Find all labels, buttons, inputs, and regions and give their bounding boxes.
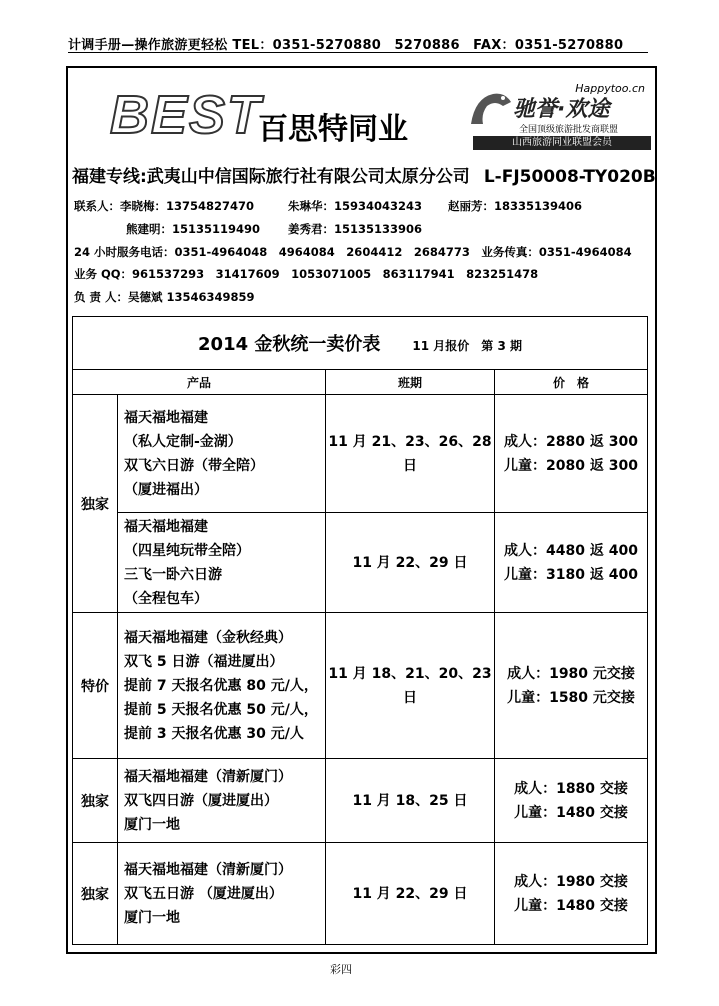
top-contact-line: 计调手册—操作旅游更轻松 TEL：0351-5270880 5270886 FAX：0351-5270880 xyxy=(68,34,648,53)
row-tag: 独家 xyxy=(73,759,118,843)
table-title: 2014 金秋统一卖价表 xyxy=(198,334,381,355)
contact-li: 联系人：李晓梅：13754827470 xyxy=(74,199,255,213)
license-code: L-FJ50008-TY020B xyxy=(483,167,656,187)
table-row xyxy=(73,395,648,513)
contact-xiong: 熊建明：15135119490 xyxy=(126,222,261,236)
header-dates: 班期 xyxy=(326,370,495,395)
row-tag: 独家 xyxy=(73,395,118,613)
row-tag: 特价 xyxy=(73,613,118,759)
table-row xyxy=(73,513,648,613)
row-dates: 11 月 18、21、20、23 日 xyxy=(326,613,495,759)
company-name: 福建专线:武夷山中信国际旅行社有限公司太原分公司 xyxy=(72,167,470,187)
row-product: 福天福地福建 （四星纯玩带全陪） 三飞一卧六日游 （全程包车） xyxy=(118,513,326,613)
contact-jiang: 姜秀君：15135133906 xyxy=(288,222,423,236)
table-period: 11 月报价 第 3 期 xyxy=(412,339,522,353)
row-product: 福天福地福建（清新厦门） 双飞五日游 （厦进厦出） 厦门一地 xyxy=(118,843,326,945)
row-dates: 11 月 18、25 日 xyxy=(326,759,495,843)
table-row xyxy=(73,613,648,759)
row-product: 福天福地福建 （私人定制-金湖） 双飞六日游（带全陪） （厦进福出） xyxy=(118,395,326,513)
alliance-logo-en: Happytoo.cn xyxy=(575,82,645,95)
page-footer: 彩四 xyxy=(330,963,352,976)
contact-line-3: 24 小时服务电话：0351-4964048 4964084 2604412 2684773 业务传真：0351-4964084 xyxy=(74,245,632,259)
alliance-logo xyxy=(465,82,653,152)
company-headline xyxy=(72,162,656,187)
row-dates: 11 月 21、23、26、28 日 xyxy=(326,395,495,513)
contact-line-4: 业务 QQ：961537293 31417609 1053071005 863117941 823251478 xyxy=(74,267,539,281)
table-row xyxy=(73,843,648,945)
alliance-logo-title: 驰誉·欢途 xyxy=(513,97,610,122)
row-price: 成人：1980 交接 儿童：1480 交接 xyxy=(495,843,648,945)
contact-zhao: 赵丽芳：18335139406 xyxy=(448,199,583,213)
contact-line-5: 负 责 人：吴德斌 13546349859 xyxy=(74,290,255,304)
contact-line-1 xyxy=(74,198,582,214)
contact-zhu: 朱琳华：15934043243 xyxy=(288,199,423,213)
row-dates: 11 月 22、29 日 xyxy=(326,843,495,945)
row-tag: 独家 xyxy=(73,843,118,945)
row-product: 福天福地福建（清新厦门） 双飞四日游（厦进厦出） 厦门一地 xyxy=(118,759,326,843)
row-dates: 11 月 22、29 日 xyxy=(326,513,495,613)
row-product: 福天福地福建（金秋经典） 双飞 5 日游（福进厦出） 提前 7 天报名优惠 80 元/人， 提前 5 天报名优惠 50 元/人， 提前 3 天报名优惠 30 元/人 xyxy=(118,613,326,759)
best-logo: BEST xyxy=(110,85,263,145)
alliance-logo-sub1: 全国顶级旅游批发商联盟 xyxy=(519,125,619,135)
price-table xyxy=(72,316,648,945)
contact-line-2 xyxy=(126,221,422,237)
table-header-row xyxy=(73,370,648,395)
row-price: 成人：1880 交接 儿童：1480 交接 xyxy=(495,759,648,843)
horse-icon xyxy=(465,84,515,134)
row-price: 成人：1980 元交接 儿童：1580 元交接 xyxy=(495,613,648,759)
header-product: 产品 xyxy=(73,370,326,395)
table-title-row xyxy=(73,317,648,370)
row-price: 成人：4480 返 400 儿童：3180 返 400 xyxy=(495,513,648,613)
row-price: 成人：2880 返 300 儿童：2080 返 300 xyxy=(495,395,648,513)
table-row xyxy=(73,759,648,843)
best-logo-cn: 百思特同业 xyxy=(258,112,408,147)
header-price: 价 格 xyxy=(495,370,648,395)
alliance-logo-sub2: 山西旅游同业联盟会员 xyxy=(473,136,651,150)
